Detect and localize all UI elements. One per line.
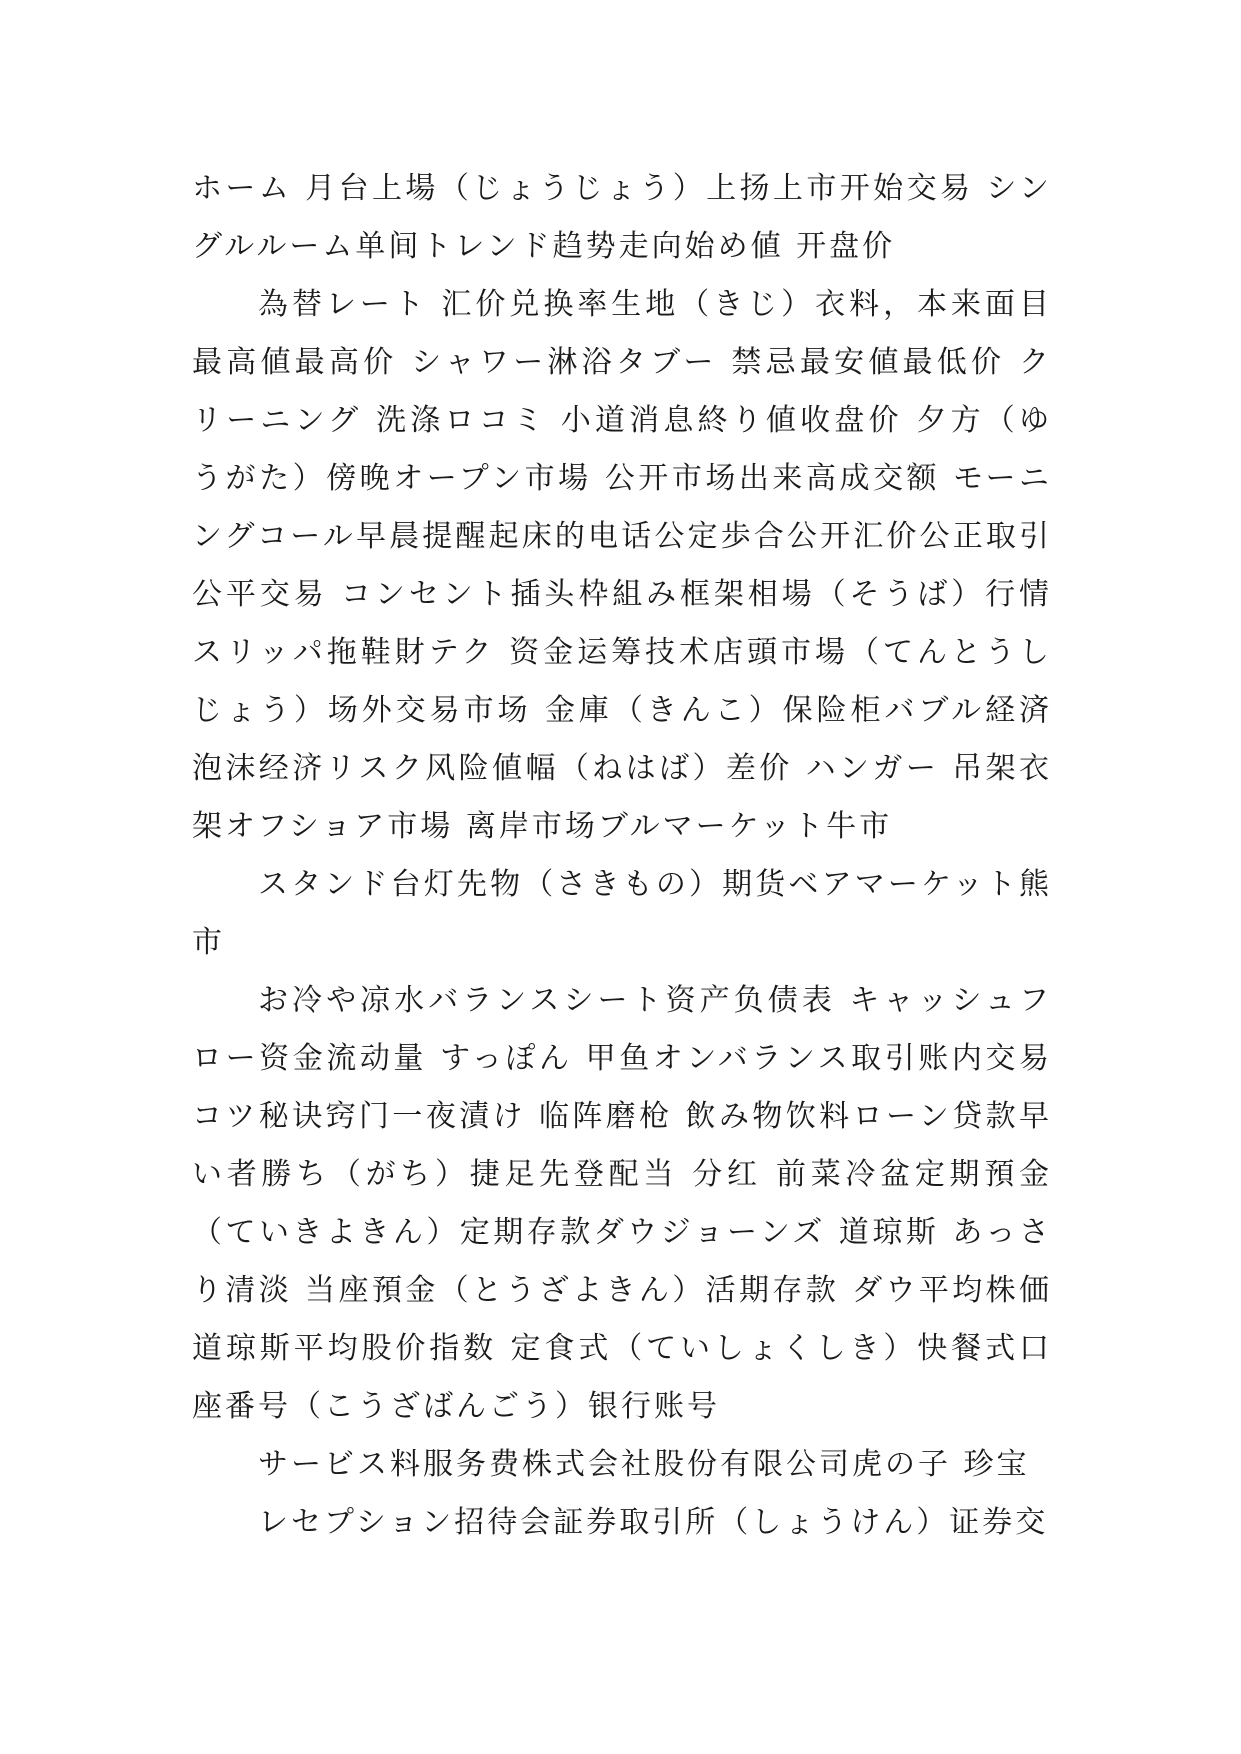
paragraph-5: サービス料服务费株式会社股份有限公司虎の子 珍宝 [258,1447,1030,1482]
body-text [192,160,1052,1552]
paragraph-1: ホーム 月台上場（じょうじょう）上扬上市开始交易 シングルルーム单间トレンド趋势走向始め値 开盘价 [192,171,1052,264]
paragraph-4: お冷や凉水バランスシート资产负债表 キャッシュフロー资金流动量 すっぽん 甲鱼オンバランス取引账内交易 コツ秘诀窍门一夜漬け 临阵磨枪 飲み物饮料ローン贷款早い者勝ち（がち）捷足先登配当 分红 前菜冷盆定期預金（ていきよきん）定期存款ダウジョーンズ 道琼斯 あっさり清淡 当座預金（とうざよきん）活期存款 ダウ平均株価 道琼斯平均股价指数 定食式（ていしょくしき）快餐式口座番号（こうざばんごう）银行账号 [192,983,1052,1424]
paragraph-6: レセプション招待会証券取引所（しょうけん）证券交 [258,1505,1049,1540]
paragraph-3: スタンド台灯先物（さきもの）期货ベアマーケット熊市 [192,867,1052,960]
paragraph-2: 為替レート 汇价兑换率生地（きじ）衣料，本来面目最高値最高价 シャワー淋浴タブー 禁忌最安値最低价 クリーニング 洗涤ロコミ 小道消息終り値收盘价 夕方（ゆうがた）傍晚オープン市場 公开市场出来高成交额 モーニングコール早晨提醒起床的电话公定歩合公开汇价公正取引公平交易 コンセント插头枠組み框架相場（そうば）行情 スリッパ拖鞋財テク 资金运筹技术店頭市場（てんとうしじょう）场外交易市场 金庫（きんこ）保险柜バブル経済 泡沫经济リスク风险値幅（ねはば）差价 ハンガー 吊架衣架オフショア市場 离岸市场ブルマーケット牛市 [192,287,1052,844]
